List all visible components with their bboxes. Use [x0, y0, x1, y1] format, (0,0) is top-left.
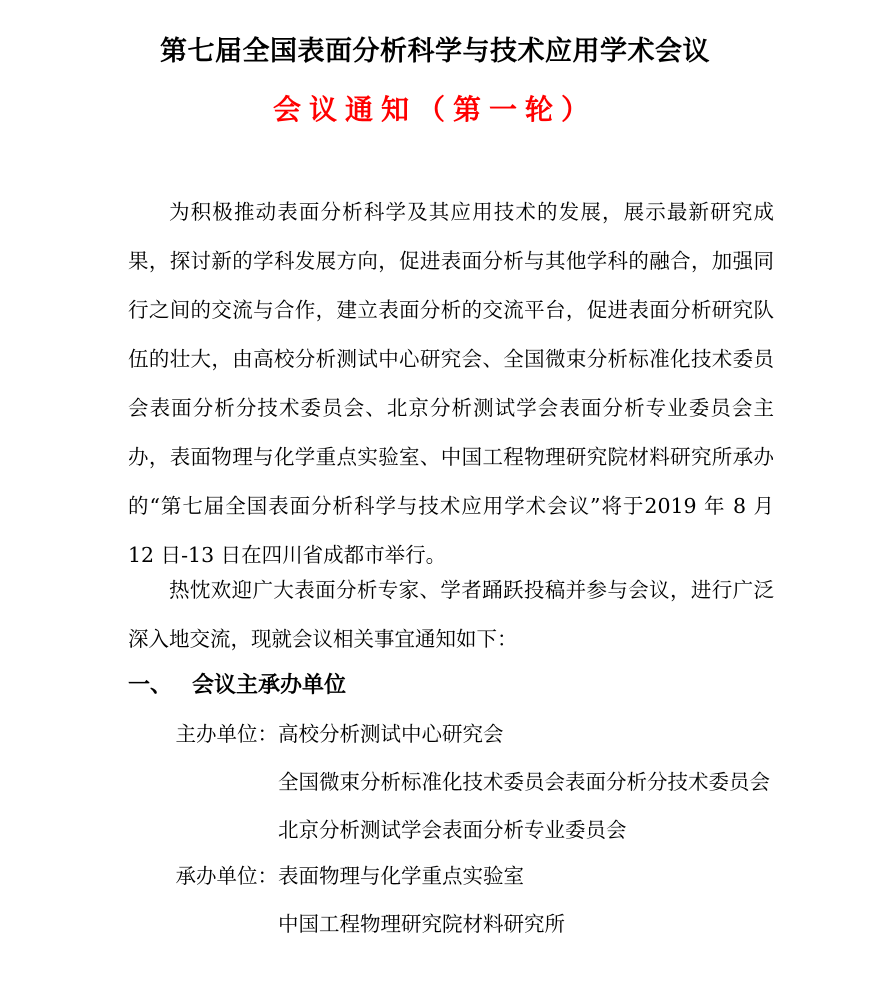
organizer-list	[278, 712, 770, 856]
section-number: 一、	[128, 673, 173, 698]
organizer-block	[128, 712, 770, 856]
organizer-item: 全国微束分析标准化技术委员会表面分析分技术委员会	[278, 770, 770, 794]
intro-paragraph: 为积极推动表面分析科学及其应用技术的发展，展示最新研究成果，探讨新的学科发展方向，促进表面分析与其他学科的融合，加强同行之间的交流与合作，建立表面分析的交流平台，促进表面分析研究队伍的壮大，由高校分析测试中心研究会、全国微束分析标准化技术委员会表面分析分技术委员会、北京分析测试学会表面分析专业委员会主办，表面物理与化学重点实验室、中国工程物理研究院材料研究所承办的“第七届全国表面分析科学与技术应用学术会议”将于2019 年 8 月 12 日-13 日在四川省成都市举行。	[128, 200, 774, 567]
host-label: 承办单位：	[175, 864, 278, 888]
invitation-paragraph: 热忱欢迎广大表面分析专家、学者踊跃投稿并参与会议，进行广泛深入地交流，现就会议相关事宜通知如下：	[128, 578, 774, 651]
host-block	[128, 854, 565, 950]
notice-subtitle: 会议通知（第一轮）	[272, 93, 597, 126]
host-list	[278, 854, 565, 950]
section-heading-organizers	[128, 666, 346, 706]
organizer-item: 高校分析测试中心研究会	[278, 722, 504, 746]
organizer-label: 主办单位：	[175, 722, 278, 746]
section-title: 会议主承办单位	[192, 673, 347, 698]
host-item: 表面物理与化学重点实验室	[278, 864, 524, 888]
host-item: 中国工程物理研究院材料研究所	[278, 912, 565, 936]
conference-title: 第七届全国表面分析科学与技术应用学术会议	[160, 36, 710, 67]
organizer-item: 北京分析测试学会表面分析专业委员会	[278, 818, 627, 842]
